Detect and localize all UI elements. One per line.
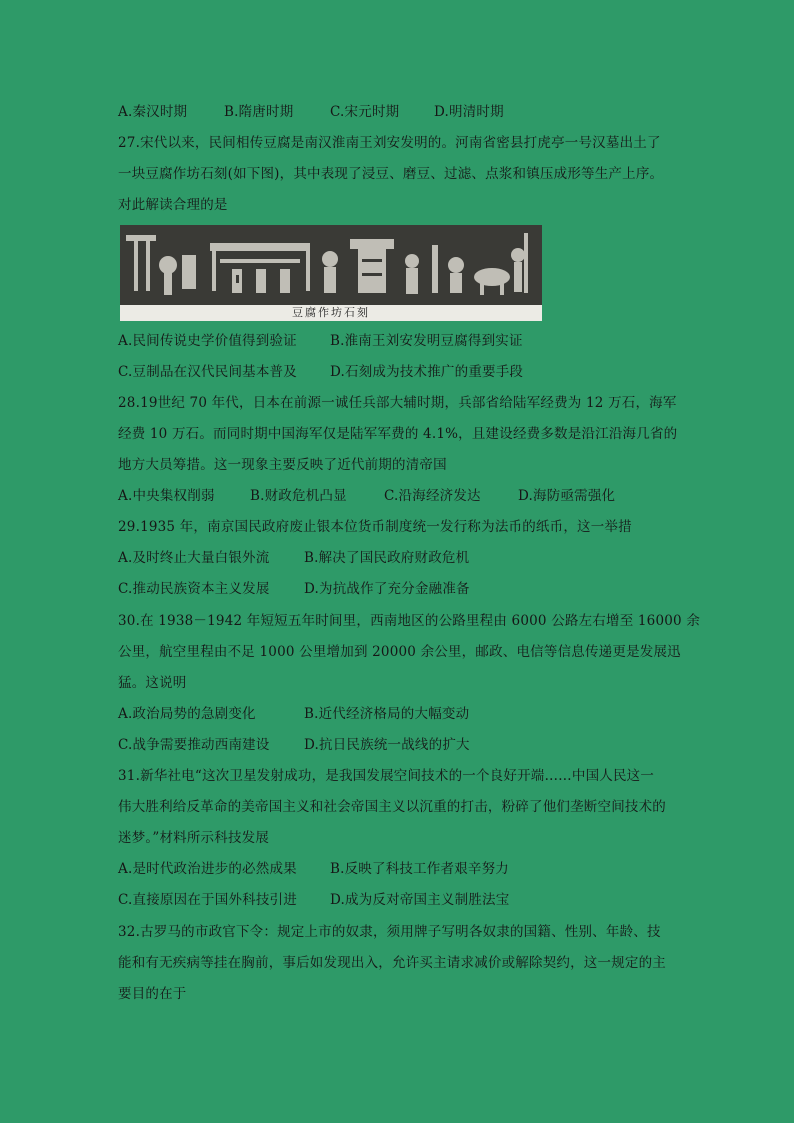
q30-stem-line-3: 猛。这说明 xyxy=(118,675,187,691)
figure-caption: 豆腐作坊石刻 xyxy=(292,306,370,319)
q29-stem-line-1: 29.1935 年，南京国民政府废止银本位货币制度统一发行称为法币的纸币，这一举措 xyxy=(118,519,632,535)
q31-option-a[interactable]: A.是时代政治进步的必然成果 xyxy=(118,861,297,877)
q27-options-row-1 xyxy=(118,331,678,351)
q28-option-a[interactable]: A.中央集权削弱 xyxy=(118,488,215,504)
q28-options xyxy=(118,486,678,506)
q30-option-b[interactable]: B.近代经济格局的大幅变动 xyxy=(304,706,470,722)
q31-stem-line-3: 迷梦。”材料所示科技发展 xyxy=(118,830,270,846)
q27-options-row-2 xyxy=(118,362,678,382)
q28-stem-line-2: 经费 10 万石。而同时期中国海军仅是陆军军费的 4.1%，且建设经费多数是沿江沿海几省的 xyxy=(118,426,678,442)
q26-option-c[interactable]: C.宋元时期 xyxy=(330,104,400,120)
q29-option-a[interactable]: A.及时终止大量白银外流 xyxy=(118,550,270,566)
q32-stem-line-2: 能和有无疾病等挂在胸前，事后如发现出入，允许买主请求减价或解除契约，这一规定的主 xyxy=(118,955,666,971)
q31-options-row-1 xyxy=(118,859,678,879)
q31-option-b[interactable]: B.反映了科技工作者艰辛努力 xyxy=(330,861,510,877)
q28-option-b[interactable]: B.财政危机凸显 xyxy=(250,488,347,504)
q31-options-row-2 xyxy=(118,890,678,910)
q26-option-a[interactable]: A.秦汉时期 xyxy=(118,104,188,120)
q29-option-d[interactable]: D.为抗战作了充分金融准备 xyxy=(304,581,470,597)
q29-options-row-1 xyxy=(118,548,678,568)
q30-stem-line-1: 30.在 1938－1942 年短短五年时间里，西南地区的公路里程由 6000 公路左右增至 16000 余 xyxy=(118,613,701,629)
q27-option-b[interactable]: B.淮南王刘安发明豆腐得到实证 xyxy=(330,333,523,349)
q29-option-c[interactable]: C.推动民族资本主义发展 xyxy=(118,581,270,597)
q27-option-c[interactable]: C.豆制品在汉代民间基本普及 xyxy=(118,364,297,380)
q31-stem-line-2: 伟大胜利给反革命的美帝国主义和社会帝国主义以沉重的打击，粉碎了他们垄断空间技术的 xyxy=(118,799,666,815)
q31-option-d[interactable]: D.成为反对帝国主义制胜法宝 xyxy=(330,892,510,908)
q26-option-b[interactable]: B.隋唐时期 xyxy=(224,104,294,120)
q31-stem-line-1: 31.新华社电“这次卫星发射成功，是我国发展空间技术的一个良好开端……中国人民这一 xyxy=(118,768,655,784)
tofu-workshop-stone-carving xyxy=(120,225,542,321)
q28-stem-line-1: 28.19世纪 70 年代，日本在前源一诚任兵部大辅时期，兵部省给陆军经费为 12 万石，海军 xyxy=(118,395,677,411)
q26-options xyxy=(118,102,678,122)
q26-option-d[interactable]: D.明清时期 xyxy=(434,104,504,120)
q32-stem-line-1: 32.古罗马的市政官下令：规定上市的奴隶，须用牌子写明各奴隶的国籍、性别、年龄、技 xyxy=(118,924,661,940)
q27-option-a[interactable]: A.民间传说史学价值得到验证 xyxy=(118,333,297,349)
q27-stem-line-3: 对此解读合理的是 xyxy=(118,197,228,213)
q28-option-d[interactable]: D.海防亟需强化 xyxy=(518,488,616,504)
q30-option-c[interactable]: C.战争需要推动西南建设 xyxy=(118,737,270,753)
q29-option-b[interactable]: B.解决了国民政府财政危机 xyxy=(304,550,470,566)
q31-option-c[interactable]: C.直接原因在于国外科技引进 xyxy=(118,892,297,908)
q27-stem-line-2: 一块豆腐作坊石刻(如下图)，其中表现了浸豆、磨豆、过滤、点浆和镇压成形等生产上序。 xyxy=(118,166,664,182)
q32-stem-line-3: 要目的在于 xyxy=(118,986,187,1002)
q27-stem-line-1: 27.宋代以来，民间相传豆腐是南汉淮南王刘安发明的。河南省密县打虎亭一号汉墓出土了 xyxy=(118,135,661,151)
q30-option-a[interactable]: A.政治局势的急剧变化 xyxy=(118,706,256,722)
q30-options-row-2 xyxy=(118,735,678,755)
q30-options-row-1 xyxy=(118,704,678,724)
q28-option-c[interactable]: C.沿海经济发达 xyxy=(384,488,481,504)
q30-option-d[interactable]: D.抗日民族统一战线的扩大 xyxy=(304,737,470,753)
q29-options-row-2 xyxy=(118,579,678,599)
q27-option-d[interactable]: D.石刻成为技术推广的重要手段 xyxy=(330,364,524,380)
q28-stem-line-3: 地方大员筹措。这一现象主要反映了近代前期的清帝国 xyxy=(118,457,447,473)
q30-stem-line-2: 公里，航空里程由不足 1000 公里增加到 20000 余公里，邮政、电信等信息传递更是发展迅 xyxy=(118,644,681,660)
